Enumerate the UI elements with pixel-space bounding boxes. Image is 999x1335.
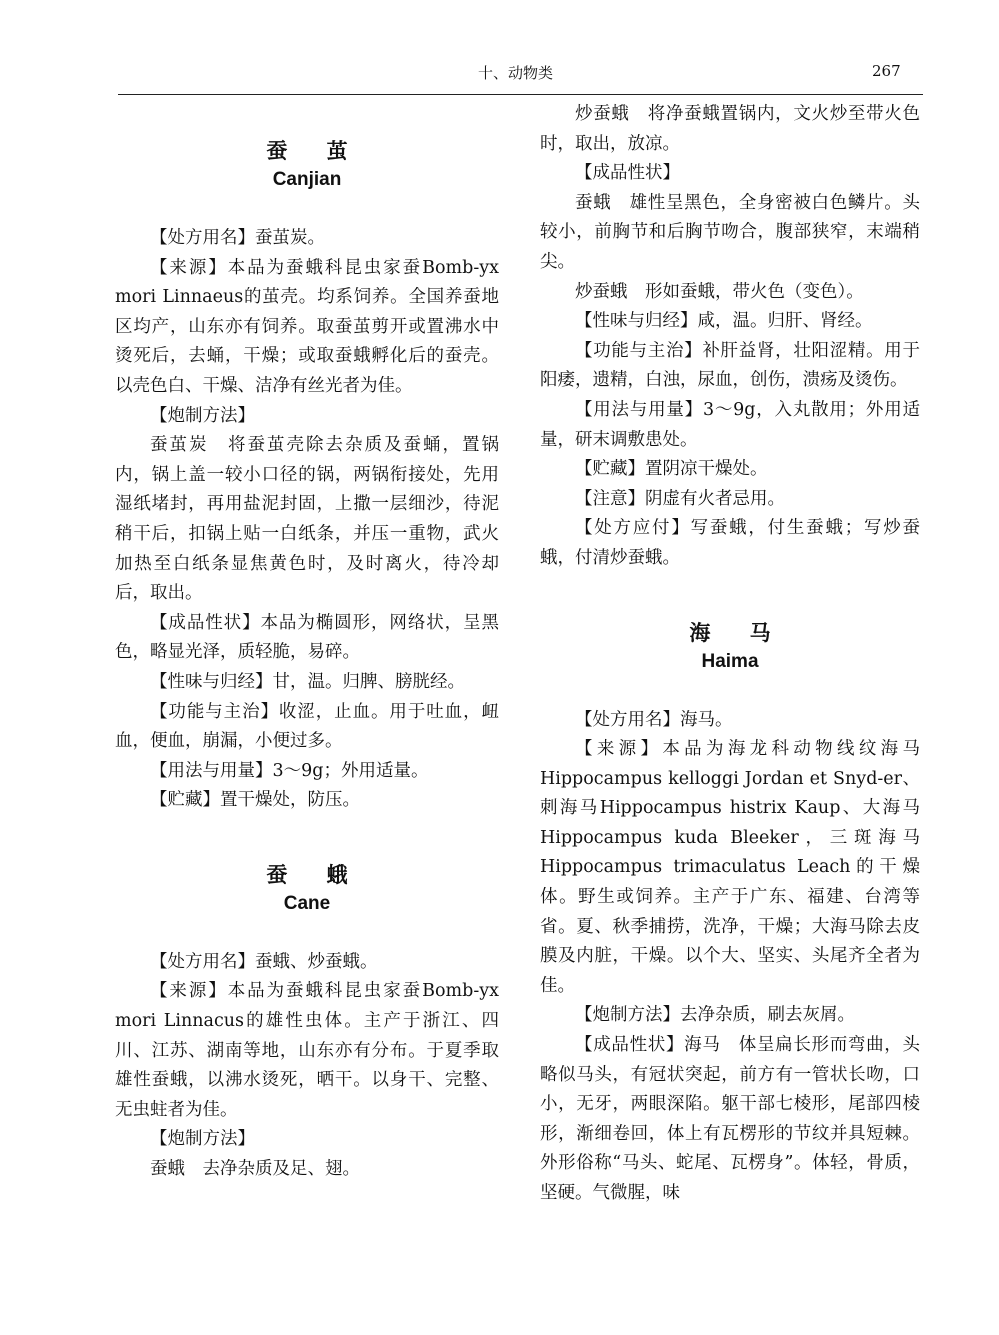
paragraph: 【处方用名】蚕茧炭。	[150, 228, 325, 248]
paragraph: 【炮制方法】	[150, 1129, 255, 1150]
paragraph: 【成品性状】海马 体呈扁长形而弯曲，头略似马头，有冠状突起，前方有一管状长吻，口小，无牙，两眼深陷。躯干部七棱形，尾部四棱形，渐细卷回，体上有瓦楞形的节纹并具短棘。外形俗称“马头、蛇尾、瓦楞身”。体轻，骨质，坚硬。气微腥，味	[540, 1035, 920, 1203]
paragraph: 【来源】本品为海龙科动物线纹海马Hippocampus kelloggi Jordan et Snyd-er、刺海马Hippocampus histrix Kaup、大海马Hippocampus kuda Bleeker，三斑海马Hippocampus trimaculatus Leach的干燥体。野生或饲养。主产于广东、福建、台湾等省。夏、秋季捕捞，洗净，干燥；大海马除去皮膜及内脏，干燥。以个大、坚实、头尾齐全者为佳。	[540, 739, 920, 996]
paragraph: 【炮制方法】	[150, 405, 255, 426]
paragraph: 【性味与归经】甘，温。归脾、膀胱经。	[150, 671, 465, 692]
entry-cane	[115, 860, 499, 1185]
paragraph: 炒蚕蛾 将净蚕蛾置锅内，文火炒至带火色时，取出，放凉。	[540, 104, 920, 154]
paragraph: 【处方用名】海马。	[575, 709, 733, 730]
spacer	[115, 816, 499, 860]
entry-title-pinyin: Haima	[701, 650, 759, 672]
left-column	[115, 136, 499, 1185]
paragraph: 蚕蛾 雄性呈黑色，全身密被白色鳞片。头较小，前胸节和后胸节吻合，腹部狭窄，末端稍尖。	[540, 192, 920, 272]
paragraph: 【处方用名】蚕蛾、炒蚕蛾。	[150, 951, 378, 972]
spacer	[540, 574, 920, 618]
paragraph: 【用法与用量】3～9g，入丸散用；外用适量，研末调敷患处。	[540, 399, 920, 450]
paragraph: 【性味与归经】咸，温。归肝、肾经。	[575, 311, 873, 332]
paragraph: 【注意】阴虚有火者忌用。	[575, 488, 785, 509]
entry-title-cn: 蚕 蛾	[266, 862, 364, 887]
entry-haima	[540, 618, 920, 1209]
entry-canjian	[115, 136, 499, 816]
paragraph: 【来源】本品为蚕蛾科昆虫家蚕Bomb-yx mori Linnaeus的茧壳。均系饲养。全国养蚕地区均产，山东亦有饲养。取蚕茧剪开或置沸水中烫死后，去蛹，干燥；或取蚕蛾孵化后的蚕壳。以壳色白、干燥、洁净有丝光者为佳。	[115, 257, 499, 396]
paragraph: 【贮藏】置阴凉干燥处。	[575, 459, 768, 480]
entry-title-pinyin: Cane	[283, 892, 331, 914]
page-number: 267	[872, 62, 901, 80]
running-header-title: 十、动物类	[478, 64, 554, 82]
entry-title-cn: 蚕 茧	[266, 139, 364, 163]
paragraph: 【用法与用量】3～9g；外用适量。	[150, 760, 429, 781]
entry-title-cn: 海 马	[689, 620, 787, 645]
paragraph: 【炮制方法】去净杂质，刷去灰屑。	[575, 1005, 855, 1026]
paragraph: 【处方应付】写蚕蛾，付生蚕蛾；写炒蚕蛾，付清炒蚕蛾。	[540, 518, 920, 568]
paragraph: 蚕茧炭 将蚕茧壳除去杂质及蚕蛹，置锅内，锅上盖一较小口径的锅，两锅衔接处，先用湿纸堵封，再用盐泥封固，上撒一层细沙，待泥稍干后，扣锅上贴一白纸条，并压一重物，武火加热至白纸条显焦黄色时，及时离火，待冷却后，取出。	[115, 435, 499, 604]
entry-title-pinyin: Canjian	[272, 169, 342, 190]
entry-cane-continued	[540, 100, 920, 574]
paragraph: 【功能与主治】补肝益肾，壮阳涩精。用于阳痿，遗精，白浊，尿血，创伤，溃疡及烫伤。	[540, 340, 920, 391]
header-rule	[118, 94, 923, 95]
paragraph: 蚕蛾 去净杂质及足、翅。	[150, 1159, 360, 1180]
paragraph: 【贮藏】置干燥处，防压。	[150, 790, 360, 811]
right-column	[540, 100, 920, 1209]
paragraph: 【功能与主治】收涩，止血。用于吐血，衄血，便血，崩漏，小便过多。	[115, 701, 499, 752]
paragraph: 【成品性状】本品为椭圆形，网络状，呈黑色，略显光泽，质轻脆，易碎。	[115, 612, 499, 663]
paragraph: 【成品性状】	[575, 163, 680, 184]
paragraph: 炒蚕蛾 形如蚕蛾，带火色（变色）。	[575, 281, 864, 302]
paragraph: 【来源】本品为蚕蛾科昆虫家蚕Bomb-yx mori Linnacus的雄性虫体。主产于浙江、四川、江苏、湖南等地，山东亦有分布。于夏季取雄性蚕蛾，以沸水烫死，晒干。以身干、完整、无虫蛀者为佳。	[115, 981, 499, 1120]
